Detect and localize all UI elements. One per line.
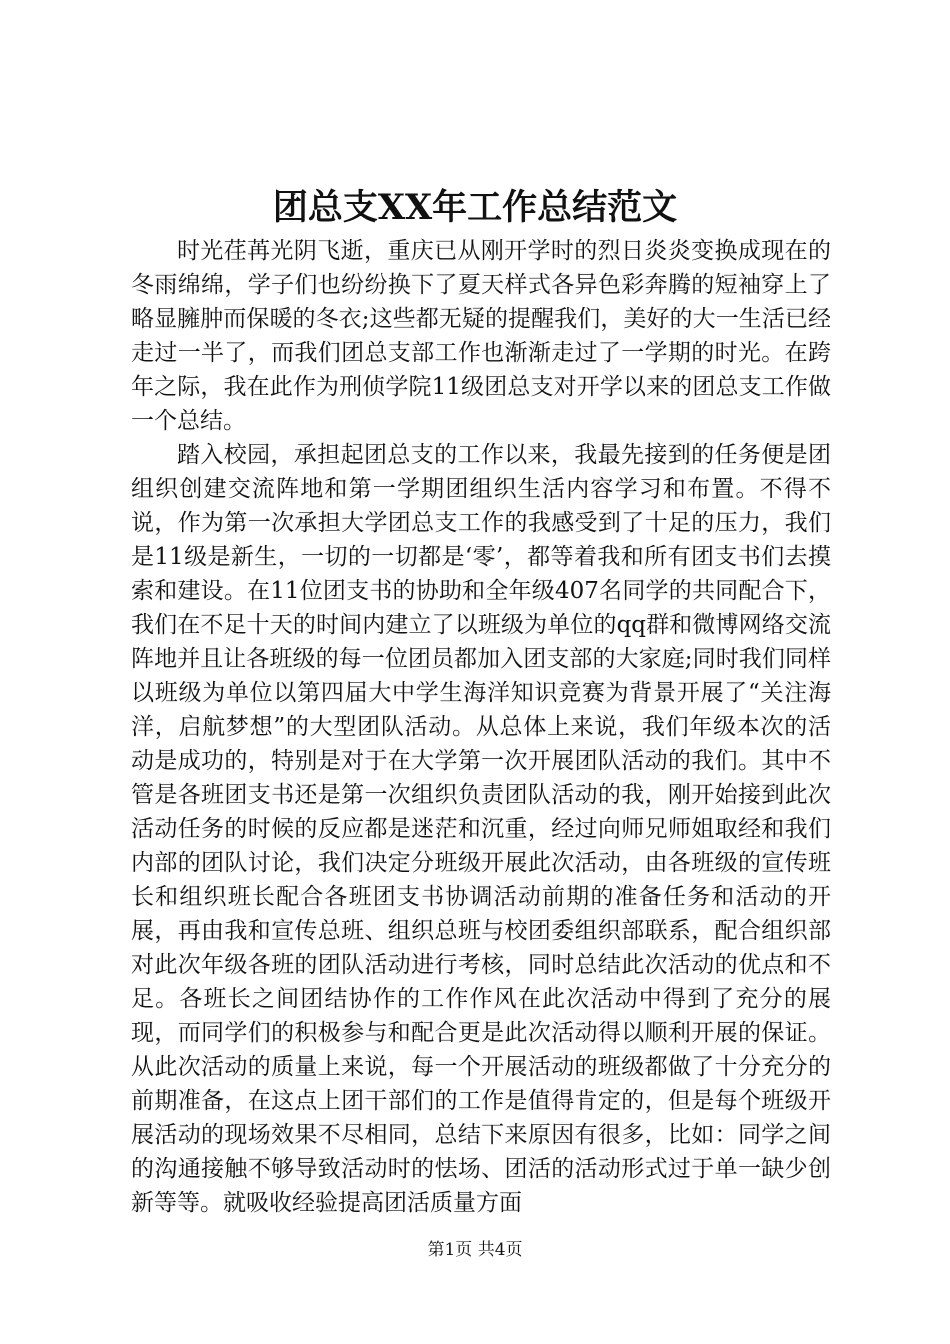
paragraph-intro: 时光荏苒光阴飞逝，重庆已从刚开学时的烈日炎炎变换成现在的冬雨绵绵，学子们也纷纷换下了夏天样式各异色彩奔腾的短袖穿上了略显臃肿而保暖的冬衣;这些都无疑的提醒我们，美好的大一生活已经走过一半了，而我们团总支部工作也渐渐走过了一学期的时光。在跨年之际，我在此作为刑侦学院11级团总支对开学以来的团总支工作做一个总结。 (131, 238, 831, 434)
document-title: 团总支XX年工作总结范文 (272, 187, 678, 228)
document-body (131, 234, 831, 1220)
page-number-footer: 第1页 共4页 (427, 1240, 523, 1260)
paragraph-work-summary: 踏入校园，承担起团总支的工作以来，我最先接到的任务便是团组织创建交流阵地和第一学期团组织生活内容学习和布置。不得不说，作为第一次承担大学团总支工作的我感受到了十足的压力，我们是11级是新生，一切的一切都是‘零’，都等着我和所有团支书们去摸索和建设。在11位团支书的协助和全年级407名同学的共同配合下，我们在不足十天的时间内建立了以班级为单位的qq群和微博网络交流阵地并且让各班级的每一位团员都加入团支部的大家庭;同时我们同样以班级为单位以第四届大中学生海洋知识竞赛为背景开展了“关注海洋，启航梦想”的大型团队活动。从总体上来说，我们年级本次的活动是成功的，特别是对于在大学第一次开展团队活动的我们。其中不管是各班团支书还是第一次组织负责团队活动的我，刚开始接到此次活动任务的时候的反应都是迷茫和沉重，经过向师兄师姐取经和我们内部的团队讨论，我们决定分班级开展此次活动，由各班级的宣传班长和组织班长配合各班团支书协调活动前期的准备任务和活动的开展，再由我和宣传总班、组织总班与校团委组织部联系，配合组织部对此次年级各班的团队活动进行考核，同时总结此次活动的优点和不足。各班长之间团结协作的工作作风在此次活动中得到了充分的展现，而同学们的积极参与和配合更是此次活动得以顺利开展的保证。从此次活动的质量上来说，每一个开展活动的班级都做了十分充分的前期准备，在这点上团干部们的工作是值得肯定的，但是每个班级开展活动的现场效果不尽相同，总结下来原因有很多，比如：同学之间的沟通接触不够导致活动时的怯场、团活的活动形式过于单一缺少创新等等。就吸收经验提高团活质量方面 (131, 442, 831, 1216)
